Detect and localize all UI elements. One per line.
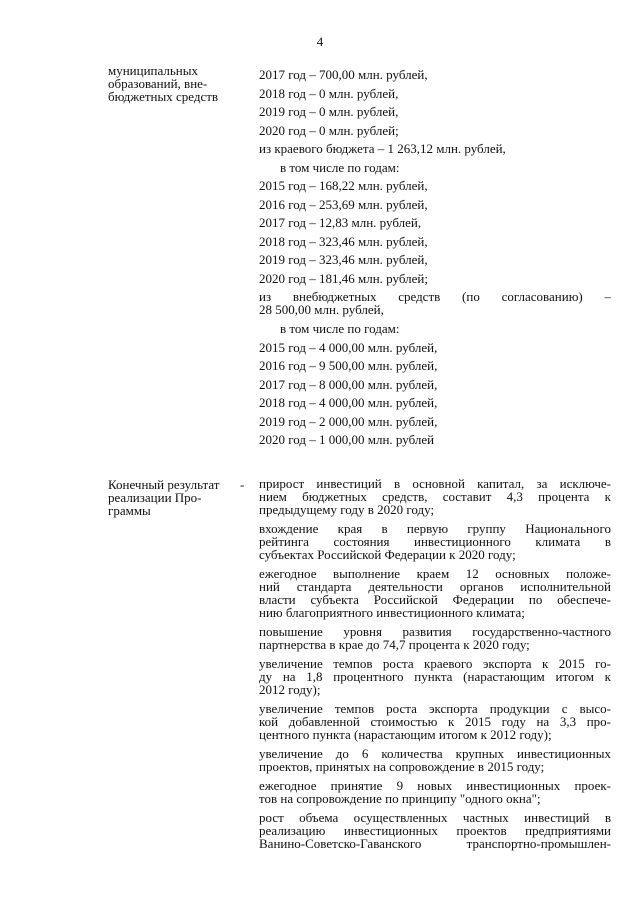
text-line: партнерства в крае до 74,7 процента к 2020 году;	[259, 637, 530, 652]
result-paragraph	[259, 702, 611, 741]
funding-sources-label	[108, 64, 250, 103]
text-line: рост объема осуществленных частных инвестиций в	[259, 810, 611, 825]
funding-line: 2020 год – 1 000,00 млн. рублей	[259, 432, 435, 447]
text-line: из внебюджетных средств (по согласованию) –	[259, 289, 611, 304]
label-line: бюджетных средств	[108, 89, 219, 104]
label-line: реализации Про-	[108, 490, 202, 505]
funding-line: 2019 год – 0 млн. рублей,	[259, 104, 399, 119]
regional-budget-total: из краевого бюджета – 1 263,12 млн. рублей,	[259, 141, 506, 156]
funding-line: 2018 год – 4 000,00 млн. рублей,	[259, 395, 438, 410]
text-line: повышение уровня развития государственно-частного	[259, 624, 611, 639]
funding-line: 2020 год – 0 млн. рублей;	[259, 122, 399, 138]
label-line: образований, вне-	[108, 76, 208, 91]
funding-line: 2018 год – 0 млн. рублей,	[259, 85, 399, 101]
label-dash: -	[240, 477, 245, 492]
funding-line: 2019 год – 323,46 млн. рублей,	[259, 252, 428, 267]
by-years-subheading: в том числе по годам:	[280, 321, 400, 336]
funding-line: 2019 год – 2 000,00 млн. рублей,	[259, 413, 438, 429]
final-result-label	[108, 478, 250, 517]
text-line: нию благоприятного инвестиционного климата;	[259, 605, 525, 620]
funding-line: 2016 год – 9 500,00 млн. рублей,	[259, 358, 438, 373]
result-paragraph	[259, 811, 611, 850]
text-line: нием бюджетных средств, составит 4,3 процента к	[259, 489, 611, 504]
result-paragraph	[259, 657, 611, 696]
text-line: субъектах Российской Федерации к 2020 году;	[259, 547, 516, 562]
funding-line: 2017 год – 8 000,00 млн. рублей,	[259, 376, 438, 392]
text-line: тов на сопровождение по принципу "одного окна";	[259, 791, 541, 806]
text-line: ежегодное принятие 9 новых инвестиционных проек-	[259, 778, 611, 793]
text-line: 2012 году);	[259, 682, 321, 697]
text-line: увеличение темпов роста экспорта продукции с высо-	[259, 701, 611, 716]
text-line: центного пункта (нарастающим итогом к 2012 году);	[259, 727, 552, 742]
text-line: ду на 1,8 процентного пункта (нарастающим итогом к	[259, 669, 611, 684]
label-line: Конечный результат	[108, 477, 220, 492]
label-line: граммы	[108, 503, 151, 518]
funding-line: 2018 год – 323,46 млн. рублей,	[259, 233, 428, 249]
text-line: кой добавленной стоимостью к 2015 году на 3,3 про-	[259, 714, 611, 729]
text-line: власти субъекта Российской Федерации по обеспече-	[259, 592, 611, 607]
result-paragraph	[259, 567, 611, 619]
funding-line: 2017 год – 12,83 млн. рублей,	[259, 215, 422, 230]
result-paragraph	[259, 625, 611, 651]
text-line: увеличение до 6 количества крупных инвестиционных	[259, 746, 611, 761]
text-line: Ванино-Советско-Гаванского транспортно-промышлен-	[259, 836, 611, 851]
text-line: 28 500,00 млн. рублей,	[259, 302, 384, 317]
funding-line: 2017 год – 700,00 млн. рублей,	[259, 67, 428, 82]
extrabudget-total	[259, 290, 611, 316]
text-line: вхождение края в первую группу Национального	[259, 521, 611, 536]
text-line: ний стандарта деятельности органов исполнительной	[259, 579, 611, 594]
page-number: 4	[316, 34, 324, 49]
text-line: ежегодное выполнение краем 12 основных положе-	[259, 566, 611, 581]
funding-line: 2015 год – 168,22 млн. рублей,	[259, 178, 428, 193]
result-paragraph	[259, 779, 611, 805]
text-line: прирост инвестиций в основной капитал, за исключе-	[259, 476, 611, 491]
text-line: предыдущему году в 2020 году;	[259, 502, 435, 517]
text-line: реализацию инвестиционных проектов предприятиями	[259, 823, 611, 838]
result-paragraph	[259, 522, 611, 561]
text-line: проектов, принятых на сопровождение в 2015 году;	[259, 759, 545, 774]
result-paragraph	[259, 477, 611, 516]
final-results-list	[259, 477, 611, 856]
text-line: увеличение темпов роста краевого экспорта к 2015 го-	[259, 656, 611, 671]
funding-line: 2020 год – 181,46 млн. рублей;	[259, 270, 428, 286]
funding-line: 2015 год – 4 000,00 млн. рублей,	[259, 339, 438, 355]
funding-line: 2016 год – 253,69 млн. рублей,	[259, 196, 428, 212]
text-line: рейтинга состояния инвестиционного климата в	[259, 534, 611, 549]
result-paragraph	[259, 747, 611, 773]
by-years-subheading: в том числе по годам:	[280, 159, 400, 175]
label-line: муниципальных	[108, 63, 199, 78]
funding-details	[259, 66, 611, 450]
